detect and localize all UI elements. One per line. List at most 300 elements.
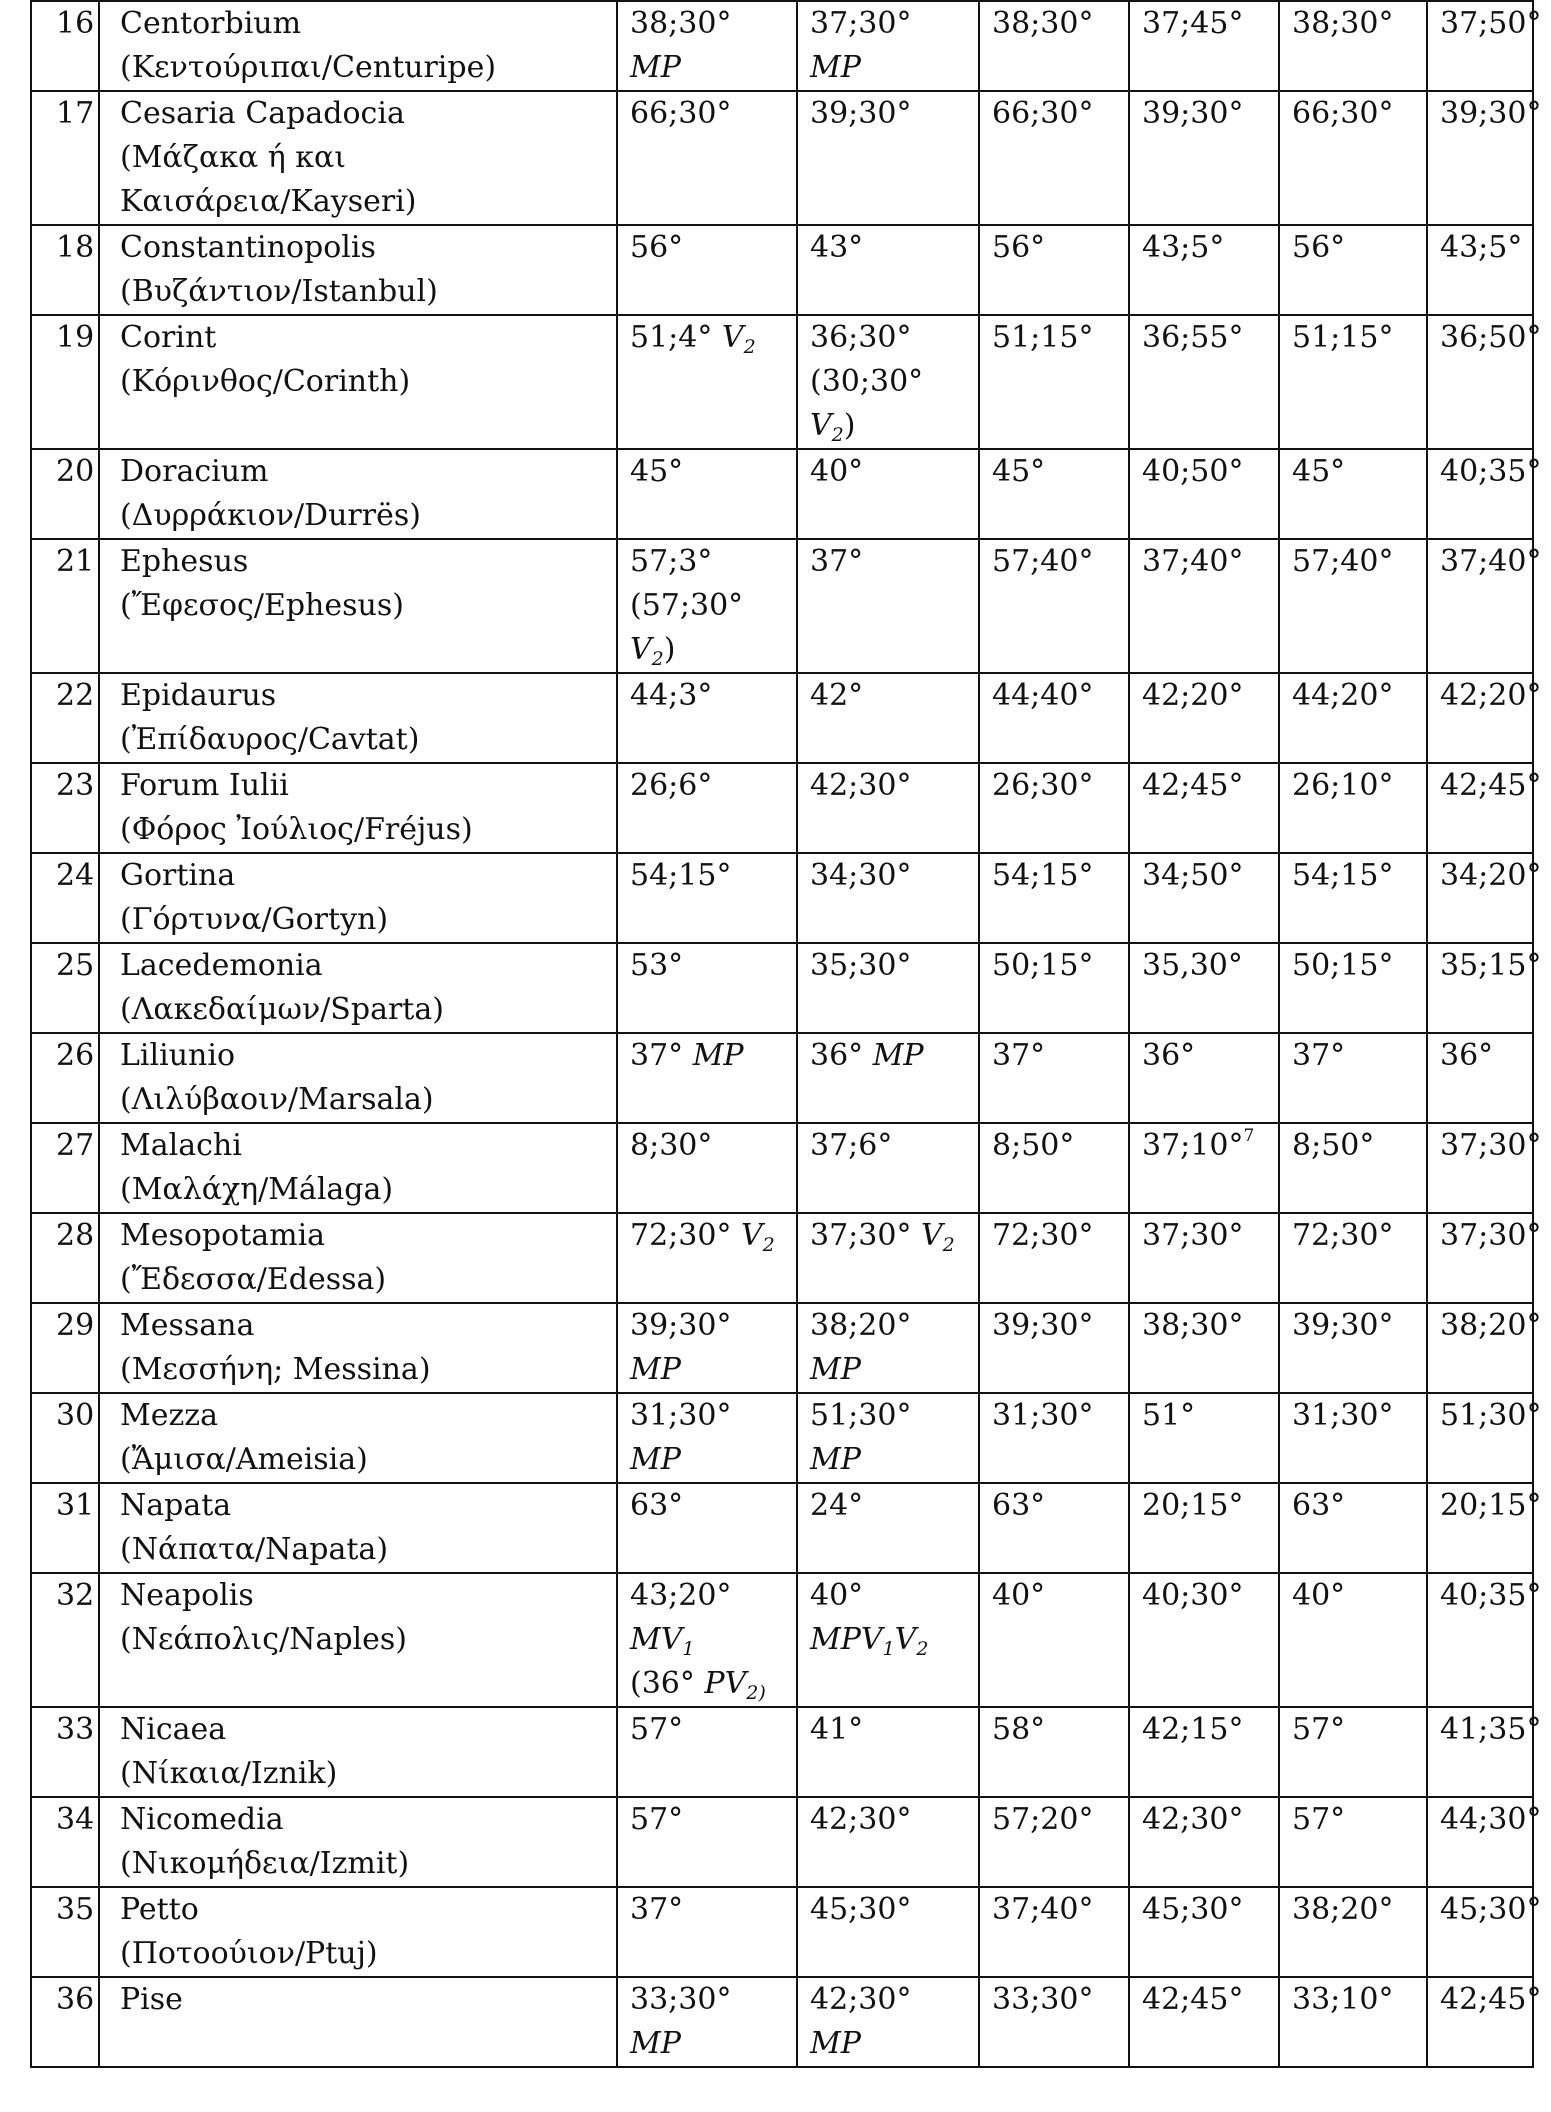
coordinate-text: 42° [810, 678, 864, 713]
row-number [31, 225, 99, 315]
row-number-text: 34 [56, 1802, 95, 1837]
coordinates-table [30, 0, 1542, 2068]
coordinate-value: 44;20° [1292, 678, 1394, 713]
coordinate-value: 37;40° [1142, 544, 1244, 579]
coordinate-text: 8;30° [630, 1128, 713, 1163]
coordinate-cell [1279, 1797, 1427, 1887]
place-name-line: Liliunio [120, 1038, 236, 1073]
coordinate-line [630, 2, 786, 46]
place-name-cell [99, 1123, 617, 1213]
place-name-cell [99, 1887, 617, 1977]
coordinate-text: 45° [630, 454, 684, 489]
coordinate-text: MP [630, 1442, 681, 1477]
row-number-text: 28 [56, 1218, 95, 1253]
place-name-line: (Δυρράκιον/Durrës) [120, 498, 421, 533]
coordinate-text: 45;30° [810, 1892, 912, 1927]
manuscript-coordinate-cell [617, 539, 797, 673]
coordinate-cell [1129, 1213, 1279, 1303]
coordinate-line [810, 1888, 968, 1932]
coordinate-text: 36;30° [810, 320, 912, 355]
coordinate-line [810, 854, 968, 898]
coordinate-cell [1129, 1123, 1279, 1213]
table-row [31, 1, 1533, 91]
coordinate-line [810, 1708, 968, 1752]
coordinate-value: 36° [1142, 1038, 1196, 1073]
place-name-line: Mesopotamia [120, 1218, 326, 1253]
place-name-line: (Μεσσήνη; Messina) [120, 1352, 431, 1387]
coordinate-cell [1279, 1213, 1427, 1303]
coordinate-cell [1279, 1393, 1427, 1483]
manuscript-coordinate-cell [797, 449, 979, 539]
place-name-cell [99, 853, 617, 943]
row-number-text: 26 [56, 1038, 95, 1073]
coordinate-value: 40;35° [1440, 1578, 1542, 1613]
coordinate-cell [979, 449, 1129, 539]
manuscript-coordinate-cell [617, 315, 797, 449]
coordinate-value: 37° [992, 1038, 1046, 1073]
manuscript-coordinate-cell [617, 943, 797, 1033]
coordinate-value: 39;30° [1142, 96, 1244, 131]
manuscript-coordinate-cell [797, 1707, 979, 1797]
place-name-line: Ephesus [120, 544, 249, 579]
coordinate-value: 26;10° [1292, 768, 1394, 803]
place-name-line: (Βυζάντιον/Istanbul) [120, 274, 438, 309]
manuscript-coordinate-cell [797, 315, 979, 449]
coordinate-text: 42;30° [810, 768, 912, 803]
manuscript-coordinate-cell [617, 1303, 797, 1393]
place-name-cell [99, 91, 617, 225]
place-name-line: (Λακεδαίμων/Sparta) [120, 992, 444, 1027]
coordinate-line [810, 360, 968, 404]
table-row [31, 1483, 1533, 1573]
coordinate-cell [979, 673, 1129, 763]
table-row [31, 943, 1533, 1033]
row-number-text: 33 [56, 1712, 95, 1747]
coordinate-value: 45° [992, 454, 1046, 489]
coordinate-value: 40;50° [1142, 454, 1244, 489]
coordinate-cell [1427, 539, 1542, 673]
coordinate-value: 56° [1292, 230, 1346, 265]
row-number [31, 1213, 99, 1303]
coordinate-cell [1129, 673, 1279, 763]
coordinate-value: 37;30° [1440, 1128, 1542, 1163]
manuscript-coordinate-cell [797, 1033, 979, 1123]
row-number-text: 27 [56, 1128, 95, 1163]
table-row [31, 1887, 1533, 1977]
table-row [31, 1573, 1533, 1707]
coordinate-cell [1279, 1483, 1427, 1573]
row-number-text: 16 [56, 6, 95, 41]
coordinate-line [630, 854, 786, 898]
place-name-line: Nicomedia [120, 1802, 284, 1837]
coordinate-cell [979, 1393, 1129, 1483]
manuscript-coordinate-cell [617, 1393, 797, 1483]
coordinate-cell [979, 1797, 1129, 1887]
row-number [31, 1393, 99, 1483]
coordinate-line [630, 1888, 786, 1932]
coordinate-value: 50;15° [992, 948, 1094, 983]
coordinate-value: 50;15° [1292, 948, 1394, 983]
coordinate-cell [1427, 1033, 1533, 1123]
coordinate-cell [1427, 1707, 1542, 1797]
manuscript-coordinate-cell [617, 1797, 797, 1887]
coordinate-text: 34;30° [810, 858, 912, 893]
coordinate-line [630, 450, 786, 494]
row-number [31, 673, 99, 763]
coordinate-cell [979, 763, 1129, 853]
row-number [31, 1303, 99, 1393]
row-number [31, 1887, 99, 1977]
coordinate-line [810, 1618, 968, 1662]
coordinate-text: PV [704, 1666, 747, 1701]
coordinate-text: 31;30° [630, 1398, 732, 1433]
row-number-text: 21 [56, 544, 95, 579]
coordinate-cell [1427, 225, 1533, 315]
coordinate-text: 44;3° [630, 678, 713, 713]
coordinate-line [810, 404, 968, 448]
table-row [31, 91, 1533, 225]
coordinate-value: 37;40° [1440, 544, 1542, 579]
table-row [31, 225, 1533, 315]
coordinate-cell [1129, 1303, 1279, 1393]
coordinate-cell [1279, 539, 1427, 673]
coordinate-line [630, 1438, 786, 1482]
coordinate-cell [1129, 1, 1279, 91]
coordinate-cell [1427, 1, 1542, 91]
place-name-line: (Ἐπίδαυρος/Cavtat) [120, 722, 420, 757]
coordinate-value: 56° [992, 230, 1046, 265]
coordinate-text: 24° [810, 1488, 864, 1523]
coordinate-text: 2 [651, 648, 664, 670]
place-name-line: (Κεντούριπαι/Centuripe) [120, 50, 497, 85]
coordinate-cell [1427, 1573, 1542, 1707]
coordinate-line [810, 1304, 968, 1348]
coordinate-value: 42;45° [1142, 768, 1244, 803]
coordinate-value: 42;20° [1142, 678, 1244, 713]
coordinate-cell [1129, 943, 1279, 1033]
coordinate-value: 41;35° [1440, 1712, 1542, 1747]
coordinate-text: MP [810, 1352, 861, 1387]
coordinate-value: 38;20° [1292, 1892, 1394, 1927]
coordinate-cell [1427, 1213, 1542, 1303]
coordinate-cell [1129, 1483, 1279, 1573]
place-name-cell [99, 539, 617, 673]
coordinate-text: V [894, 1622, 917, 1657]
coordinate-cell [1129, 1033, 1279, 1123]
coordinate-value: 51;30° [1440, 1398, 1542, 1433]
row-number [31, 1707, 99, 1797]
row-number-text: 29 [56, 1308, 95, 1343]
coordinate-value: 37;30° [1142, 1218, 1244, 1253]
row-number [31, 853, 99, 943]
coordinate-cell [1129, 539, 1279, 673]
table-row [31, 853, 1533, 943]
coordinate-cell [979, 315, 1129, 449]
coordinate-cell [1279, 449, 1427, 539]
coordinate-value: 8;50° [1292, 1128, 1375, 1163]
coordinate-cell [1279, 1887, 1427, 1977]
coordinate-cell [1279, 943, 1427, 1033]
table-row [31, 673, 1533, 763]
coordinate-cell [979, 1123, 1129, 1213]
coordinate-line [630, 2022, 786, 2066]
coordinate-line [630, 92, 786, 136]
coordinate-line [810, 2022, 968, 2066]
coordinate-text: 54;15° [630, 858, 732, 893]
place-name-cell [99, 1303, 617, 1393]
manuscript-coordinate-cell [797, 1, 979, 91]
place-name-line: Pise [120, 1982, 183, 2017]
coordinate-value: 54;15° [1292, 858, 1394, 893]
coordinate-text: 38;20° [810, 1308, 912, 1343]
place-name-cell [99, 1573, 617, 1707]
coordinate-line [810, 46, 968, 90]
manuscript-coordinate-cell [617, 1483, 797, 1573]
place-name-cell [99, 763, 617, 853]
coordinate-text: 2 [916, 1638, 929, 1660]
coordinate-cell [1427, 1483, 1542, 1573]
coordinate-text: 2) [746, 1682, 766, 1704]
coordinate-text: 40° [810, 1578, 864, 1613]
coordinate-line [630, 1124, 786, 1168]
row-number-text: 36 [56, 1982, 95, 2017]
coordinate-line [630, 1214, 786, 1258]
coordinate-line [810, 316, 968, 360]
coordinate-value: 35;15° [1440, 948, 1542, 983]
place-name-line: (Κόρινθος/Corinth) [120, 364, 411, 399]
coordinate-value: 39;30° [992, 1308, 1094, 1343]
coordinate-text: V [630, 632, 652, 667]
coordinate-text: MP [630, 2026, 681, 2061]
coordinate-text: V [741, 1218, 763, 1253]
place-name-line: Corint [120, 320, 217, 355]
coordinate-value: 45° [1292, 454, 1346, 489]
coordinate-cell [1129, 1977, 1279, 2067]
coordinate-text: 39;30° [630, 1308, 732, 1343]
coordinate-value: 37;30° [1440, 1218, 1542, 1253]
coordinate-line [810, 1798, 968, 1842]
coordinate-value: 57;40° [1292, 544, 1394, 579]
coordinate-value: 57° [1292, 1712, 1346, 1747]
coordinate-value: 44;30° [1440, 1802, 1542, 1837]
coordinate-line [810, 1214, 968, 1258]
coordinate-value: 31;30° [1292, 1398, 1394, 1433]
coordinate-value: 33;30° [992, 1982, 1094, 2017]
coordinate-line [630, 584, 786, 628]
coordinate-text: 43;20° [630, 1578, 732, 1613]
manuscript-coordinate-cell [797, 1123, 979, 1213]
coordinate-line [810, 226, 968, 270]
coordinate-line [810, 674, 968, 718]
coordinate-cell [1279, 1, 1427, 91]
coordinate-value: 72;30° [992, 1218, 1094, 1253]
manuscript-coordinate-cell [617, 1123, 797, 1213]
coordinate-line [630, 316, 786, 360]
coordinate-line [630, 1574, 786, 1618]
coordinate-line [810, 1484, 968, 1528]
coordinate-value: 20;15° [1142, 1488, 1244, 1523]
coordinate-line [810, 1438, 968, 1482]
coordinate-text: V [810, 408, 832, 443]
coordinate-value: 40;35° [1440, 454, 1542, 489]
place-name-line: (Μάζακα ή και [120, 140, 347, 175]
coordinate-value: 66;30° [992, 96, 1094, 131]
row-number-text: 30 [56, 1398, 95, 1433]
coordinate-text: 37° [810, 544, 864, 579]
coordinate-line [630, 1662, 786, 1706]
coordinate-text: 2 [743, 336, 756, 358]
place-name-line: Messana [120, 1308, 255, 1343]
coordinate-value: 57° [1292, 1802, 1346, 1837]
place-name-cell [99, 449, 617, 539]
manuscript-coordinate-cell [617, 1, 797, 91]
table-body [31, 1, 1542, 2067]
coordinate-line [630, 1484, 786, 1528]
place-name-cell [99, 1213, 617, 1303]
coordinate-cell [1129, 225, 1279, 315]
coordinate-cell [979, 943, 1129, 1033]
coordinate-cell [979, 1707, 1129, 1797]
coordinate-value: 39;30° [1292, 1308, 1394, 1343]
manuscript-coordinate-cell [617, 1573, 797, 1707]
coordinate-value: 51° [1142, 1398, 1196, 1433]
place-name-line: Gortina [120, 858, 236, 893]
coordinate-cell [979, 853, 1129, 943]
coordinate-value: 36;50° [1440, 320, 1542, 355]
coordinate-cell [979, 1213, 1129, 1303]
place-name-line: (Νεάπολις/Naples) [120, 1622, 408, 1657]
manuscript-coordinate-cell [797, 91, 979, 225]
place-name-line: (Ποτοούιον/Ptuj) [120, 1936, 378, 1971]
place-name-line: Doracium [120, 454, 269, 489]
coordinate-cell [1427, 1303, 1542, 1393]
coordinate-value: 42;45° [1440, 768, 1542, 803]
coordinate-cell [1279, 1303, 1427, 1393]
coordinate-line [810, 92, 968, 136]
row-number [31, 1, 99, 91]
place-name-cell [99, 225, 617, 315]
place-name-line: (Νίκαια/Iznik) [120, 1756, 338, 1791]
coordinate-line [630, 1618, 786, 1662]
coordinate-text: 26;6° [630, 768, 713, 803]
manuscript-coordinate-cell [797, 1303, 979, 1393]
coordinate-cell [1427, 1887, 1542, 1977]
coordinate-text: MP [810, 1442, 861, 1477]
row-number [31, 1483, 99, 1573]
row-number [31, 1977, 99, 2067]
coordinate-cell [979, 1303, 1129, 1393]
place-name-cell [99, 1707, 617, 1797]
row-number-text: 23 [56, 768, 95, 803]
coordinate-text: 1 [882, 1638, 895, 1660]
coordinate-value: 51;15° [1292, 320, 1394, 355]
coordinate-value: 45;30° [1142, 1892, 1244, 1927]
coordinate-value: 42;20° [1440, 678, 1542, 713]
coordinate-text: 57° [630, 1802, 684, 1837]
coordinate-cell [1129, 1393, 1279, 1483]
row-number-text: 18 [56, 230, 95, 265]
coordinate-text: 38;30° [630, 6, 732, 41]
coordinate-cell [1129, 1797, 1279, 1887]
place-name-line: Mezza [120, 1398, 218, 1433]
coordinate-cell [1129, 1573, 1279, 1707]
coordinate-cell [1279, 225, 1427, 315]
coordinate-cell [1129, 449, 1279, 539]
coordinate-text: 39;30° [810, 96, 912, 131]
coordinate-cell [1427, 1797, 1542, 1887]
coordinate-value: 43;5° [1142, 230, 1225, 265]
manuscript-coordinate-cell [617, 673, 797, 763]
table-row [31, 1707, 1533, 1797]
coordinate-line [810, 944, 968, 988]
table-row [31, 539, 1533, 673]
coordinate-text: 51;4° [630, 320, 722, 355]
manuscript-coordinate-cell [617, 91, 797, 225]
coordinate-text: ) [663, 632, 676, 667]
coordinate-text: (30;30° [810, 364, 924, 399]
coordinate-line [630, 1034, 786, 1078]
manuscript-coordinate-cell [797, 539, 979, 673]
manuscript-coordinate-cell [617, 1213, 797, 1303]
place-name-line: (Νικομήδεια/Izmit) [120, 1846, 410, 1881]
coordinate-text: 42;30° [810, 1802, 912, 1837]
table-row [31, 1033, 1533, 1123]
coordinate-value: 43;5° [1440, 230, 1523, 265]
place-name-line: Centorbium [120, 6, 302, 41]
row-number [31, 1797, 99, 1887]
place-name-line: (Ἄμισα/Ameisia) [120, 1442, 368, 1477]
row-number [31, 763, 99, 853]
coordinate-cell [1129, 1887, 1279, 1977]
coordinate-text: 57° [630, 1712, 684, 1747]
manuscript-coordinate-cell [617, 1887, 797, 1977]
manuscript-coordinate-cell [617, 449, 797, 539]
coordinate-value: 40;30° [1142, 1578, 1244, 1613]
manuscript-coordinate-cell [617, 1707, 797, 1797]
coordinate-value: 34;50° [1142, 858, 1244, 893]
coordinate-cell [1427, 943, 1542, 1033]
table-row [31, 1303, 1533, 1393]
footnote-marker: 7 [1243, 1126, 1255, 1146]
coordinate-value: 38;30° [1292, 6, 1394, 41]
coordinate-text: MP [810, 2026, 861, 2061]
coordinate-line [630, 1348, 786, 1392]
coordinate-value: 36° [1440, 1038, 1494, 1073]
coordinate-text: 66;30° [630, 96, 732, 131]
coordinate-text: (36° [630, 1666, 705, 1701]
row-number [31, 539, 99, 673]
row-number-text: 31 [56, 1488, 95, 1523]
coordinate-value: 37;45° [1142, 6, 1244, 41]
coordinate-value: 42;45° [1440, 1982, 1542, 2017]
coordinate-line [810, 1394, 968, 1438]
coordinate-value: 51;15° [992, 320, 1094, 355]
place-name-cell [99, 1977, 617, 2067]
manuscript-coordinate-cell [797, 1573, 979, 1707]
coordinate-value: 72;30° [1292, 1218, 1394, 1253]
coordinate-text: (57;30° [630, 588, 744, 623]
place-name-line: Napata [120, 1488, 232, 1523]
manuscript-coordinate-cell [797, 1797, 979, 1887]
coordinate-value: 66;30° [1292, 96, 1394, 131]
manuscript-coordinate-cell [617, 853, 797, 943]
row-number [31, 1033, 99, 1123]
place-name-line: (Φόρος Ἰούλιος/Fréjus) [120, 812, 473, 847]
place-name-cell [99, 1033, 617, 1123]
manuscript-coordinate-cell [797, 763, 979, 853]
manuscript-coordinate-cell [797, 1213, 979, 1303]
place-name-line: Malachi [120, 1128, 242, 1163]
